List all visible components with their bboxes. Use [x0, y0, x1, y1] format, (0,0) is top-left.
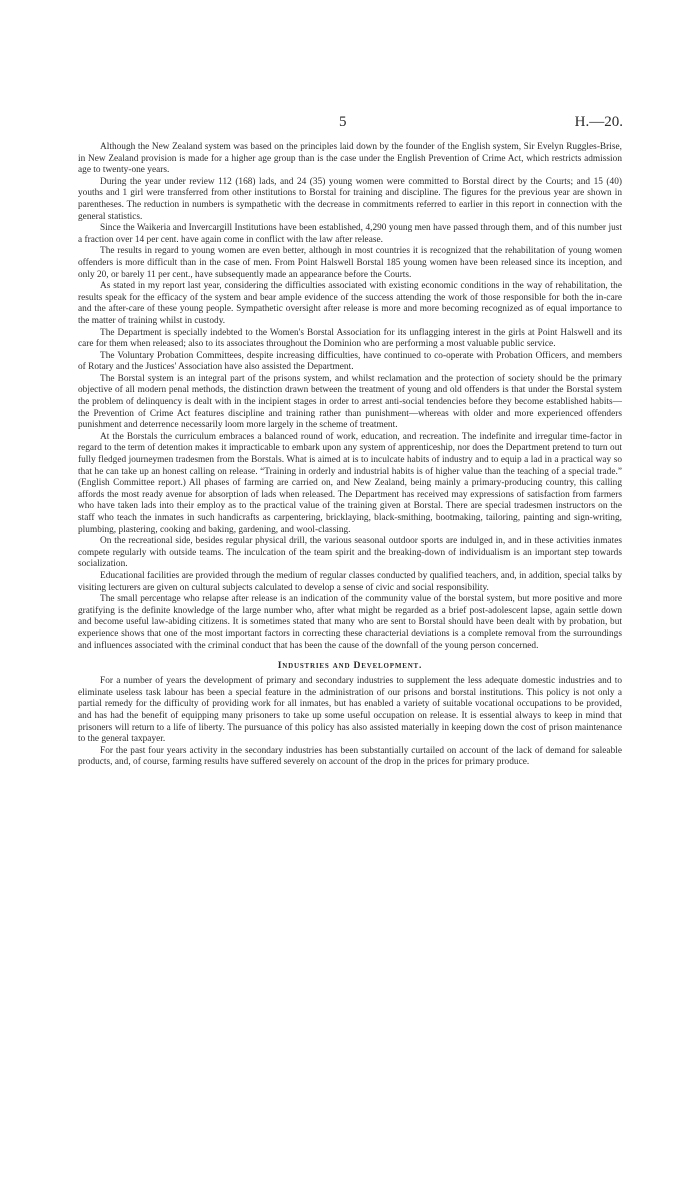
document-body — [78, 142, 622, 769]
paragraph: For the past four years activity in the secondary industries has been substantially curtailed on account of the lack of demand for saleable products, and, of course, farming results have suffered severely on account of the drop in the prices for primary produce. — [78, 745, 622, 768]
paragraph: The results in regard to young women are even better, although in most countries it is recognized that the rehabilitation of young women offenders is more difficult than in the case of men. From Point Halswell Borstal 185 young women have been released since its inception, and only 20, or barely 11 per cent., have subsequently made an appearance before the Courts. — [78, 246, 622, 280]
paragraph: Since the Waikeria and Invercargill Institutions have been established, 4,290 young men have passed through them, and of this number just a fraction over 14 per cent. have again come in conflict with the law after release. — [78, 223, 622, 245]
document-reference: H.—20. — [574, 114, 623, 130]
paragraph: Although the New Zealand system was based on the principles laid down by the founder of the English system, Sir Evelyn Ruggles-Brise, in New Zealand provision is made for a higher age group than is the case under the English Prevention of Crime Act, which restricts admission age to twenty-one years. — [78, 142, 622, 176]
paragraph: The Department is specially indebted to the Women's Borstal Association for its unflagging interest in the girls at Point Halswell and its care for them when released; also to its associates throughout the Dominion who are performing a most valuable public service. — [78, 327, 622, 350]
paragraph: Educational facilities are provided through the medium of regular classes conducted by qualified teachers, and, in addition, special talks by visiting lecturers are given on cultural subjects calculated to develop a sense of civic and social responsibility. — [78, 570, 622, 593]
page-header — [0, 113, 700, 131]
paragraph: For a number of years the development of primary and secondary industries to supplement the less adequate domestic industries and to eliminate useless task labour has been a special feature in the administration of our prisons and borstal institutions. This policy is not only a partial remedy for the difficulty of providing work for all inmates, but has enabled a variety of suitable vocational occupations to be provided, and has had the benefit of equipping many prisoners to take up some useful occupation on release. It is essential always to keep in mind that prisoners will return to a life of liberty. The pursuance of this policy has also assisted materially in keeping down the cost of prison maintenance to the general taxpayer. — [78, 676, 622, 745]
page-number: 5 — [339, 114, 347, 130]
paragraph: On the recreational side, besides regular physical drill, the various seasonal outdoor sports are indulged in, and in these activities inmates compete regularly with outside teams. The inculcation of the team spirit and the breaking-down of individualism is an important step towards socialization. — [78, 536, 622, 570]
paragraph: At the Borstals the curriculum embraces a balanced round of work, education, and recreation. The indefinite and irregular time-factor in regard to the term of detention makes it impracticable to embark upon any system of apprenticeship, nor does the Department pretend to turn out fully fledged journeymen tradesmen from the Borstals. What is aimed at is to inculcate habits of industry and to equip a lad in a practical way so that he can take up an honest calling on release. “Training in orderly and industrial habits is of higher value than the teaching of a special trade.” (English Committee report.) All phases of farming are carried on, and New Zealand, being mainly a primary-producing country, this calling affords the most ready avenue for absorption of lads when released. The Department has received may expressions of satisfaction from farmers who have taken lads into their employ as to the practical value of the training given at Borstal. There are special tradesmen instructors on the staff who teach the inmates in such handicrafts as carpentering, bricklaying, black-smithing, bootmaking, tailoring, painting and sign-writing, plumbing, plastering, cooking and baking, gardening, and wool-classing. — [78, 431, 622, 535]
paragraph: As stated in my report last year, considering the difficulties associated with existing economic conditions in the way of rehabilitation, the results speak for the efficacy of the system and bear ample evidence of the success attending the work of those responsible for both the in-care and the after-care of these young people. Sympathetic oversight after release is more and more becoming recognized as of equal importance to the matter of training whilst in custody. — [78, 281, 622, 326]
paragraph: During the year under review 112 (168) lads, and 24 (35) young women were committed to Borstal direct by the Courts; and 15 (40) youths and 1 girl were transferred from other institutions to Borstal for training and discipline. The figures for the previous year are shown in parentheses. The reduction in numbers is sympathetic with the decrease in commitments referred to earlier in this report in connection with the general statistics. — [78, 176, 622, 222]
section-heading: Industries and Development. — [277, 660, 423, 672]
paragraph: The Voluntary Probation Committees, despite increasing difficulties, have continued to co-operate with Probation Officers, and members of Rotary and the Justices' Association have also assisted the Department. — [78, 350, 622, 373]
paragraph: The small percentage who relapse after release is an indication of the community value of the borstal system, but more positive and more gratifying is the definite knowledge of the large number who, after what might be regarded as a brief post-adolescent lapse, again settle down and become useful law-abiding citizens. It is sometimes stated that many who are sent to Borstal should have been dealt with by probation, but experience shows that one of the most important factors in correcting these characterial deviations is a complete removal from the surroundings and influences associated with the criminal conduct that has been the cause of the downfall of the young person concerned. — [78, 594, 622, 651]
paragraph: The Borstal system is an integral part of the prisons system, and whilst reclamation and the protection of society should be the primary objective of all modern penal methods, the distinction drawn between the treatment of young and old offenders is that under the Borstal system the problem of delinquency is dealt with in the incipient stages in order to arrest anti-social tendencies before they become established habits—the Prevention of Crime Act features discipline and training rather than punishment—whereas with older and more experienced offenders punishment and deterrence necessarily loom more largely in the scheme of treatment. — [78, 373, 622, 431]
